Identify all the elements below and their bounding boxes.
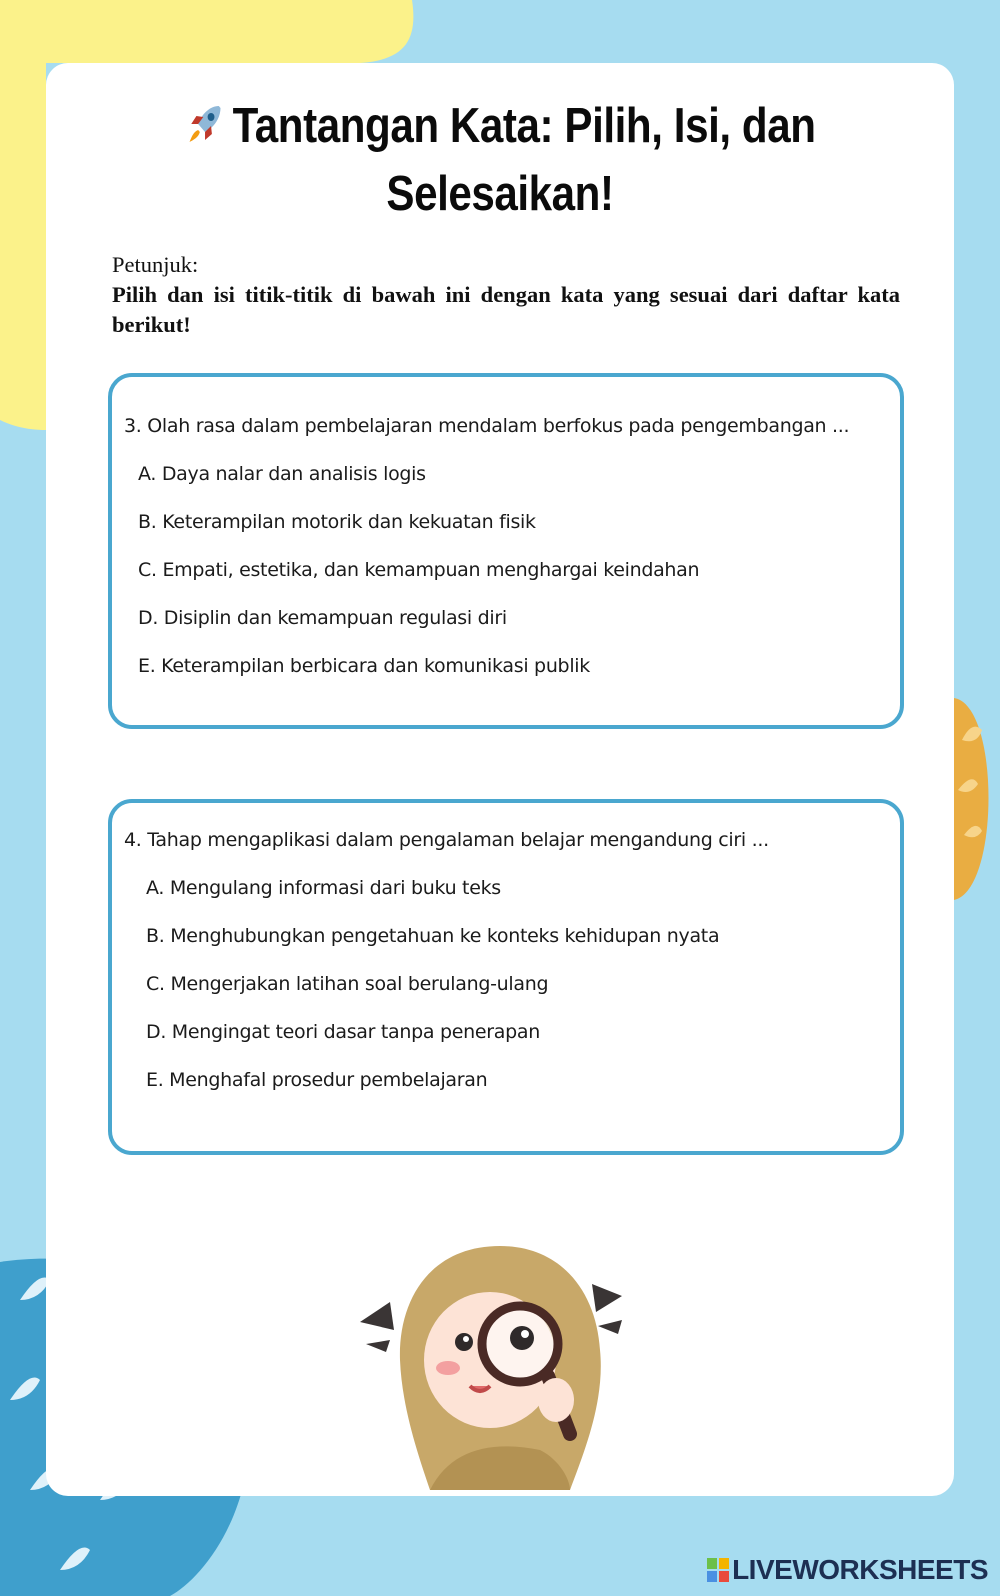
question-text: 3. Olah rasa dalam pembelajaran mendalam berfokus pada pengembangan ... <box>124 415 850 437</box>
option-e[interactable]: E. Keterampilan berbicara dan komunikasi publik <box>138 655 590 677</box>
brand-text: LIVEWORKSHEETS <box>732 1554 988 1585</box>
question-card-4 <box>108 799 904 1155</box>
option-b[interactable]: B. Menghubungkan pengetahuan ke konteks kehidupan nyata <box>146 925 720 947</box>
instructions-label: Petunjuk: <box>112 252 199 277</box>
option-a[interactable]: A. Mengulang informasi dari buku teks <box>146 877 501 899</box>
title-line-1: Tantangan Kata: Pilih, Isi, dan <box>232 99 816 153</box>
sparkle-left-icon <box>360 1302 394 1352</box>
liveworksheets-mark-icon <box>707 1558 729 1582</box>
rocket-icon <box>184 100 225 148</box>
instructions-text: Pilih dan isi titik-titik di bawah ini dengan kata yang sesuai dari daftar kata berikut! <box>112 282 900 337</box>
option-c[interactable]: C. Mengerjakan latihan soal berulang-ulang <box>146 973 549 995</box>
question-card-3 <box>108 373 904 729</box>
option-c[interactable]: C. Empati, estetika, dan kemampuan menghargai keindahan <box>138 559 700 581</box>
instructions <box>112 250 900 340</box>
option-a[interactable]: A. Daya nalar dan analisis logis <box>138 463 426 485</box>
girl-magnifier-illustration <box>360 1240 640 1490</box>
option-d[interactable]: D. Mengingat teori dasar tanpa penerapan <box>146 1021 540 1043</box>
option-e[interactable]: E. Menghafal prosedur pembelajaran <box>146 1069 488 1091</box>
title-line-2: Selesaikan! <box>386 167 614 221</box>
question-text: 4. Tahap mengaplikasi dalam pengalaman belajar mengandung ciri ... <box>124 829 769 851</box>
page-title <box>173 92 827 228</box>
liveworksheets-logo <box>707 1554 988 1586</box>
option-b[interactable]: B. Keterampilan motorik dan kekuatan fisik <box>138 511 536 533</box>
option-d[interactable]: D. Disiplin dan kemampuan regulasi diri <box>138 607 507 629</box>
